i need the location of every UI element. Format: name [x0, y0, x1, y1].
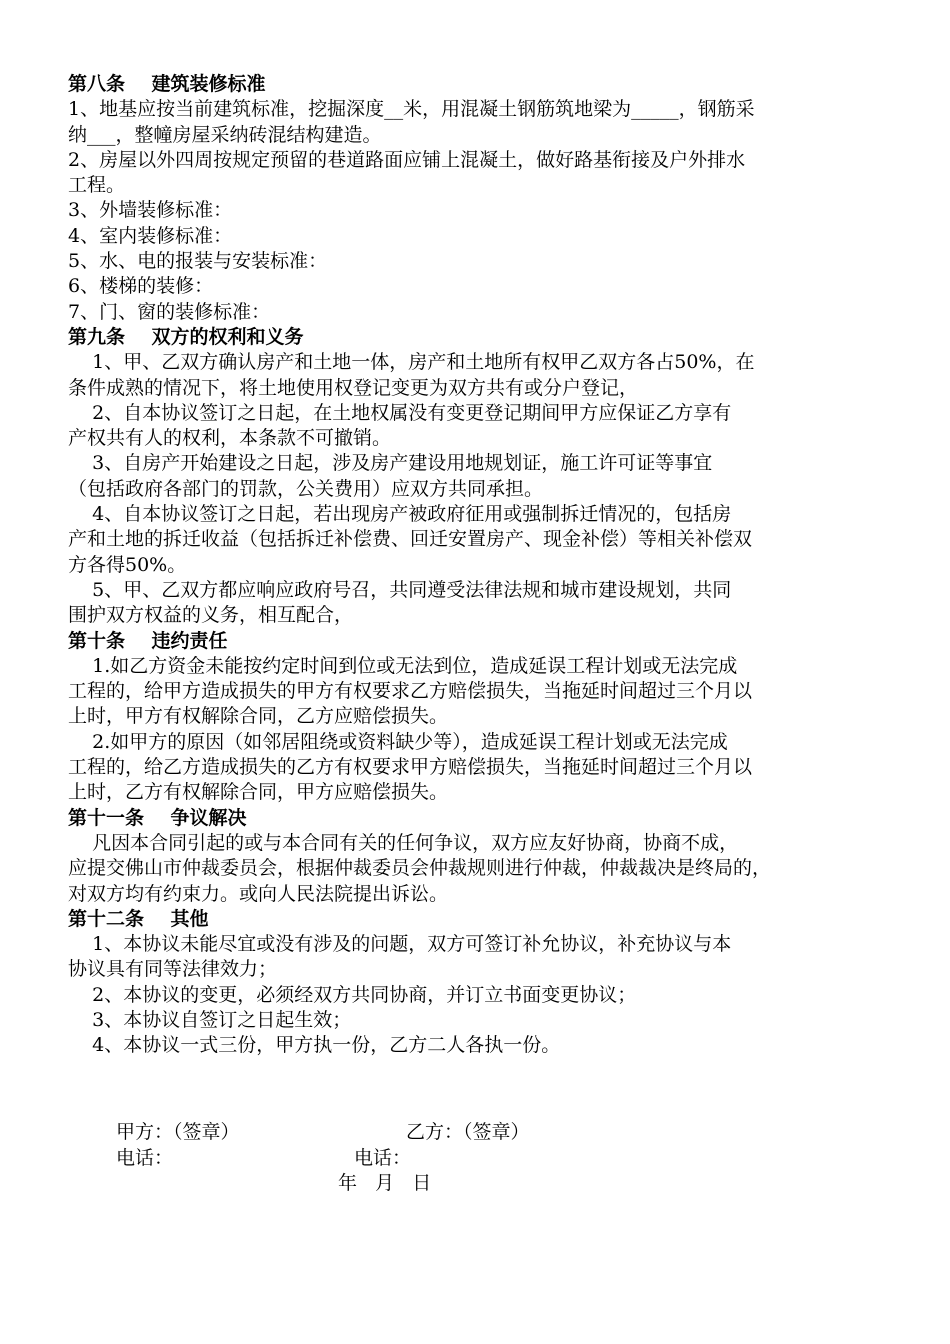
section-heading-12: 第十二条 其他 — [68, 907, 209, 930]
section-10-line: 工程的，给乙方造成损失的乙方有权要求甲方赔偿损失，当拖延时间超过三个月以 — [68, 756, 753, 779]
section-10-line: 上时，乙方有权解除合同，甲方应赔偿损失。 — [68, 781, 449, 804]
section-12-line: 3、本协议自签订之日起生效； — [68, 1008, 352, 1031]
section-8-line: 工程。 — [68, 174, 126, 197]
section-10-line: 工程的，给甲方造成损失的甲方有权要求乙方赔偿损失，当拖延时间超过三个月以 — [68, 680, 753, 703]
section-9-line: 1、甲、乙双方确认房产和土地一体，房产和土地所有权甲乙双方各占50%，在 — [68, 351, 755, 374]
section-heading-8: 第八条 建筑装修标准 — [68, 73, 266, 95]
section-11-line: 应提交佛山市仲裁委员会，根据仲裁委员会仲裁规则进行仲裁，仲裁裁决是终局的， — [68, 857, 772, 880]
section-8-line: 2、房屋以外四周按规定预留的巷道路面应铺上混凝土，做好路基衔接及户外排水 — [68, 148, 746, 171]
party-a-signature: 甲方：（签章） — [116, 1121, 240, 1143]
section-11-line: 对双方均有约束力。或向人民法院提出诉讼。 — [68, 882, 449, 905]
section-9-line: 产权共有人的权利，本条款不可撤销。 — [68, 427, 392, 450]
section-9-line: 4、自本协议签订之日起，若出现房产被政府征用或强制拆迁情况的，包括房 — [68, 503, 732, 526]
section-9-line: 围护双方权益的义务，相互配合， — [68, 604, 354, 627]
section-9-line: （包括政府各部门的罚款，公关费用）应双方共同承担。 — [68, 477, 544, 500]
party-b-signature: 乙方：（签章） — [406, 1121, 530, 1143]
section-heading-10: 第十条 违约责任 — [68, 629, 228, 652]
section-8-line: 5、水、电的报装与安装标准： — [68, 250, 328, 273]
section-11-line: 凡因本合同引起的或与本合同有关的任何争议，双方应友好协商，协商不成， — [68, 831, 739, 854]
section-9-line: 2、自本协议签订之日起，在土地权属没有变更登记期间甲方应保证乙方享有 — [68, 401, 732, 424]
section-heading-9: 第九条 双方的权利和义务 — [68, 325, 304, 348]
contract-page — [68, 72, 886, 1059]
section-9-line: 3、自房产开始建设之日起，涉及房产建设用地规划证，施工许可证等事宜 — [68, 452, 713, 475]
section-10-line: 1.如乙方资金未能按约定时间到位或无法到位，造成延误工程计划或无法完成 — [68, 654, 738, 677]
section-9-line: 5、甲、乙双方都应响应政府号召，共同遵受法律法规和城市建设规划，共同 — [68, 578, 732, 601]
section-8-line: 纳___，整幢房屋采纳砖混结构建造。 — [68, 123, 382, 146]
section-9-line: 方各得50%。 — [68, 553, 187, 576]
party-b-phone: 电话： — [354, 1147, 412, 1169]
section-8-line: 7、门、窗的装修标准： — [68, 300, 271, 323]
section-9-line: 产和土地的拆迁收益（包括拆迁补偿费、回迁安置房产、现金补偿）等相关补偿双 — [68, 528, 753, 551]
section-10-line: 上时，甲方有权解除合同，乙方应赔偿损失。 — [68, 705, 449, 728]
section-8-line: 6、楼梯的装修： — [68, 275, 214, 298]
section-12-line: 协议具有同等法律效力； — [68, 958, 278, 981]
section-9-line: 条件成熟的情况下，将土地使用权登记变更为双方共有或分户登记， — [68, 376, 639, 399]
section-heading-11: 第十一条 争议解决 — [68, 806, 247, 829]
section-12-line: 1、本协议未能尽宜或没有涉及的问题，双方可签订补允协议，补充协议与本 — [68, 933, 732, 956]
party-a-phone: 电话： — [116, 1147, 174, 1169]
section-10-line: 2.如甲方的原因（如邻居阻绕或资料缺少等），造成延误工程计划或无法完成 — [68, 730, 728, 753]
section-8-line: 4、室内装修标准： — [68, 224, 233, 247]
signing-date: 年 月 日 — [338, 1172, 432, 1194]
section-8-line: 3、外墙装修标准： — [68, 199, 233, 222]
section-12-line: 2、本协议的变更，必须经双方共同协商，并订立书面变更协议； — [68, 983, 637, 1006]
section-12-line: 4、本协议一式三份，甲方执一份，乙方二人各执一份。 — [68, 1034, 561, 1057]
section-8-line: 1、地基应按当前建筑标准，挖掘深度__米，用混凝土钢筋筑地梁为_____，钢筋采 — [68, 98, 755, 121]
